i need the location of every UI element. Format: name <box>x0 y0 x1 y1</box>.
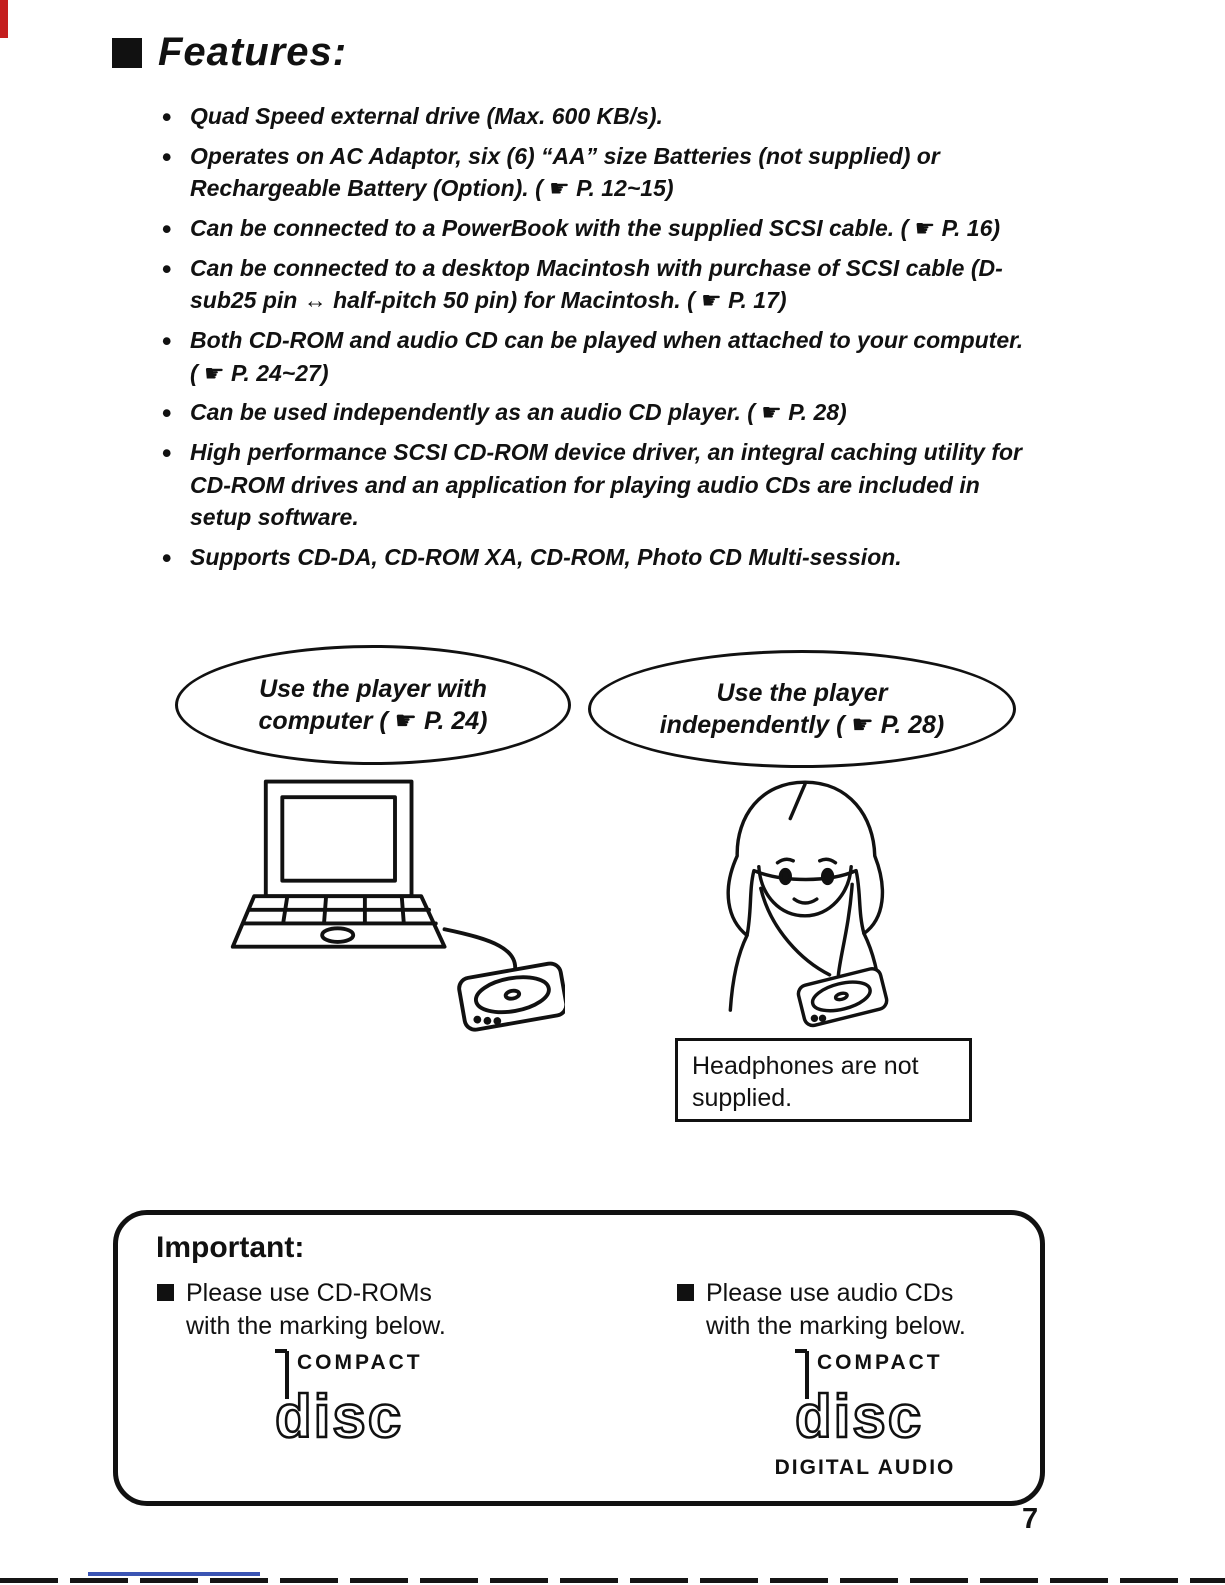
feature-item: • Supports CD-DA, CD-ROM XA, CD-ROM, Photo CD Multi-session. <box>160 541 1032 574</box>
feature-item: • Both CD-ROM and audio CD can be played when attached to your computer. ( ☛ P. 24~27) <box>160 324 1032 389</box>
callout-line: Use the player <box>716 678 888 707</box>
callout-line: independently ( ☛ P. 28) <box>659 711 945 739</box>
scan-artifact-blue <box>88 1572 260 1576</box>
compact-disc-logo-art <box>765 1343 965 1449</box>
scan-artifact-red <box>0 0 8 38</box>
audio-note-line: Please use audio CDs <box>706 1279 954 1307</box>
feature-item: • Can be used independently as an audio CD player. ( ☛ P. 28) <box>160 396 1032 429</box>
feature-item: • Operates on AC Adaptor, six (6) “AA” size Batteries (not supplied) or Rechargeable Battery (Option). ( ☛ P. 12~15) <box>160 140 1032 205</box>
headphones-note-line: supplied. <box>692 1084 793 1112</box>
feature-item: • High performance SCSI CD-ROM device driver, an integral caching utility for CD-ROM drives and an application for playing audio CDs are included in setup software. <box>160 436 1032 534</box>
features-list <box>160 100 1032 581</box>
page-number: 7 <box>1022 1503 1039 1535</box>
girl-with-player-illustration <box>692 772 918 1040</box>
black-square-marker <box>677 1284 694 1301</box>
callout-use-with-computer <box>175 645 571 765</box>
compact-disc-logo <box>245 1343 445 1454</box>
important-box <box>113 1210 1045 1506</box>
callout-use-independently <box>588 650 1016 768</box>
headphones-note-line: Headphones are not <box>692 1052 919 1080</box>
headphones-note-box <box>675 1038 972 1122</box>
audio-note-line: with the marking below. <box>706 1312 966 1340</box>
black-square-marker <box>112 38 142 68</box>
black-square-marker <box>157 1284 174 1301</box>
cdrom-note-line: Please use CD-ROMs <box>186 1279 432 1307</box>
scan-artifact-bottom-edge <box>0 1578 1225 1583</box>
cdrom-note <box>157 1277 446 1343</box>
compact-disc-digital-audio-logo <box>765 1343 965 1480</box>
logo-compact-text: COMPACT <box>297 1351 423 1374</box>
important-heading: Important: <box>156 1231 305 1264</box>
features-heading-label: Features: <box>158 30 348 74</box>
logo-disc-text: disc <box>275 1383 404 1449</box>
feature-item: • Can be connected to a desktop Macintosh with purchase of SCSI cable (D-sub25 pin ↔ half-pitch 50 pin) for Macintosh. ( ☛ P. 17) <box>160 252 1032 317</box>
callout-line: Use the player with <box>259 674 487 703</box>
feature-item: • Quad Speed external drive (Max. 600 KB/s). <box>160 100 1032 133</box>
audio-cd-note <box>677 1277 966 1343</box>
cdrom-note-line: with the marking below. <box>186 1312 446 1340</box>
digital-audio-label: DIGITAL AUDIO <box>774 1456 956 1479</box>
compact-disc-logo-art <box>245 1343 445 1449</box>
logo-compact-text: COMPACT <box>817 1351 943 1374</box>
laptop-with-player-illustration <box>225 770 565 1038</box>
feature-item: • Can be connected to a PowerBook with the supplied SCSI cable. ( ☛ P. 16) <box>160 212 1032 245</box>
callout-line: computer ( ☛ P. 24) <box>258 707 488 735</box>
logo-disc-text: disc <box>795 1383 924 1449</box>
features-heading <box>112 30 347 75</box>
